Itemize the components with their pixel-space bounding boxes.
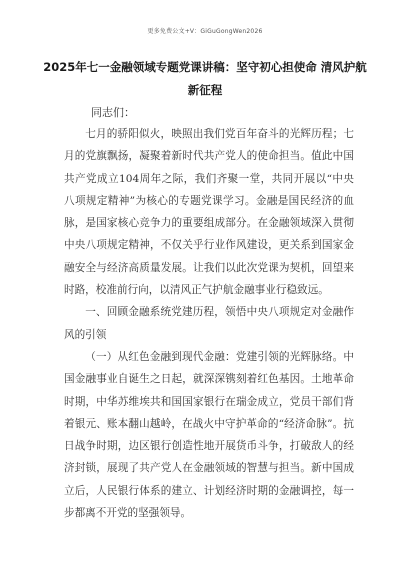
document-body: [64, 123, 354, 524]
header-note: 更多免费公文+V：GiGuGongWen2026: [147, 28, 263, 35]
section-heading-1: 一、回顾金融系统党建历程，领悟中央八项规定对金融作风的引领: [64, 306, 354, 341]
salutation: 同志们：: [91, 106, 135, 119]
intro-paragraph: 七月的骄阳似火，映照出我们党百年奋斗的光辉历程；七月的党旗飘扬，凝聚着新时代共产党人的使命担当。值此中国共产党成立104周年之际，我们齐聚一堂，共同开展以“中央八项规定精神”为核心的专题党课学习。金融是国民经济的血脉，是国家核心竞争力的重要组成部分。在金融领域深入贯彻中央八项规定精神，不仅关乎行业作风建设，更关系到国家金融安全与经济高质量发展。让我们以此次党课为契机，回望来时路，校准前行向，以清风正气护航金融事业行稳致远。: [64, 128, 354, 297]
document-title: 2025年七一金融领域专题党课讲稿：坚守初心担使命 清风护航新征程: [43, 60, 367, 97]
subsection-paragraph-1: （一）从红色金融到现代金融：党建引领的光辉脉络。中国金融事业自诞生之日起，就深深镌刻着红色基因。土地革命时期，中华苏维埃共和国国家银行在瑞金成立，党员干部们背着银元、账本翻山越岭，在战火中守护革命的“经济命脉”。抗日战争时期，边区银行创造性地开展货币斗争，打破敌人的经济封锁，展现了共产党人在金融领域的智慧与担当。新中国成立后，人民银行体系的建立、计划经济时期的金融调控，每一步都离不开党的坚强领导。: [64, 350, 354, 520]
